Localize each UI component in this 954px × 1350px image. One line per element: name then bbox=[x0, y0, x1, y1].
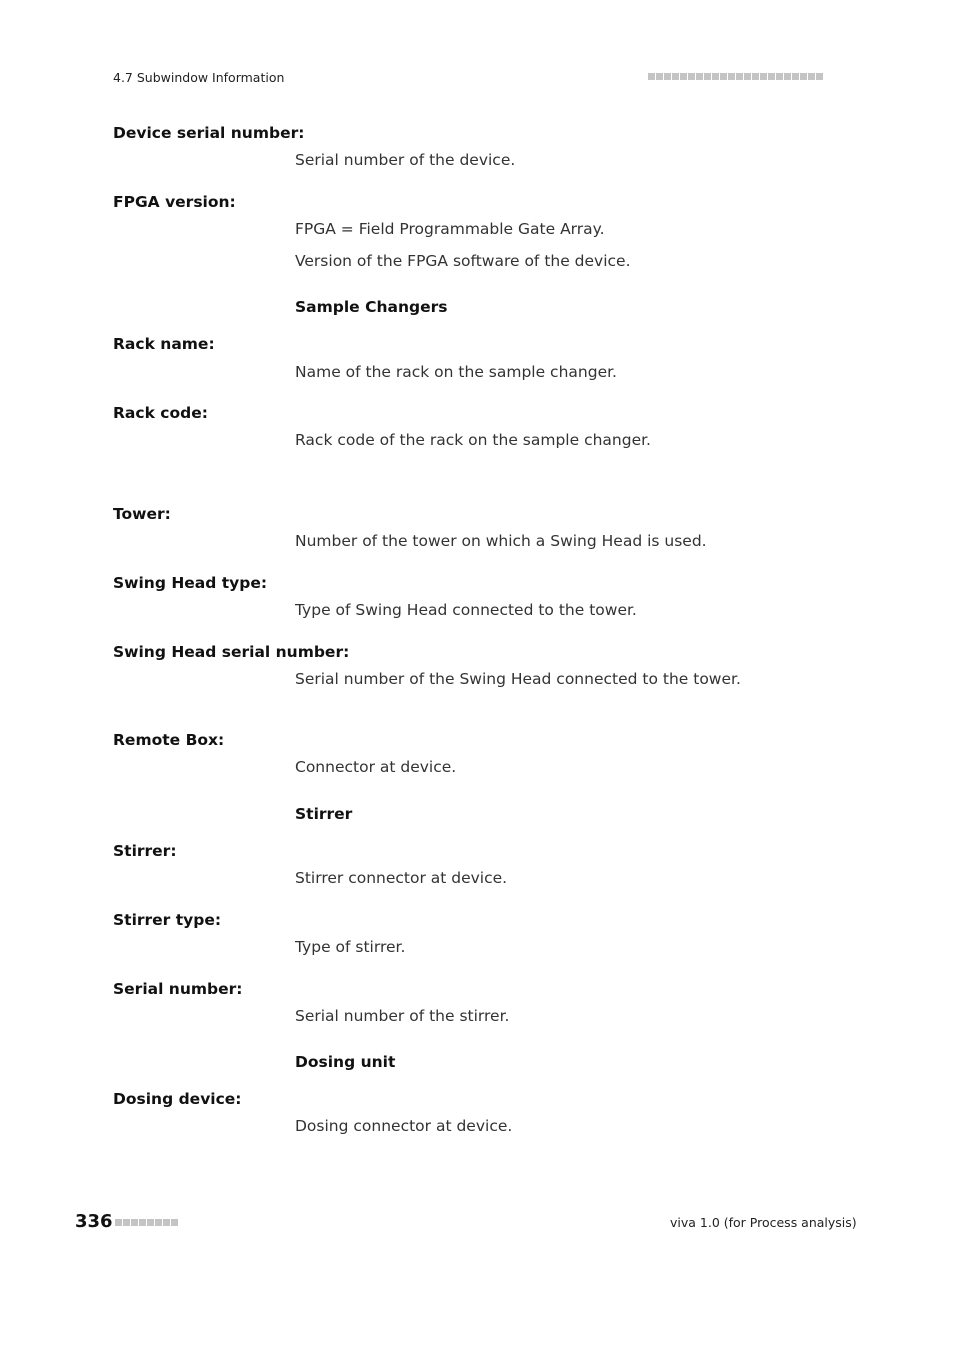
term-fpga-version: FPGA version: bbox=[113, 193, 236, 211]
desc-stirrer: Stirrer connector at device. bbox=[295, 869, 508, 887]
term-serial-number: Serial number: bbox=[113, 980, 243, 998]
desc-rack-code: Rack code of the rack on the sample changer. bbox=[295, 431, 651, 449]
term-tower: Tower: bbox=[113, 505, 171, 523]
running-header-section: 4.7 Subwindow Information bbox=[113, 70, 285, 85]
subheading-stirrer: Stirrer bbox=[295, 805, 353, 823]
term-rack-code: Rack code: bbox=[113, 404, 208, 422]
term-remote-box: Remote Box: bbox=[113, 731, 225, 749]
desc-dosing-device: Dosing connector at device. bbox=[295, 1117, 513, 1135]
term-swing-head-serial-number: Swing Head serial number: bbox=[113, 643, 350, 661]
desc-serial-number: Serial number of the stirrer. bbox=[295, 1007, 510, 1025]
term-stirrer: Stirrer: bbox=[113, 842, 177, 860]
desc-fpga-version: Version of the FPGA software of the device. bbox=[295, 252, 631, 270]
term-rack-name: Rack name: bbox=[113, 335, 215, 353]
desc-device-serial-number: Serial number of the device. bbox=[295, 151, 516, 169]
desc-rack-name: Name of the rack on the sample changer. bbox=[295, 363, 617, 381]
desc-swing-head-type: Type of Swing Head connected to the tower. bbox=[295, 601, 637, 619]
term-dosing-device: Dosing device: bbox=[113, 1090, 242, 1108]
desc-swing-head-serial-number: Serial number of the Swing Head connected to the tower. bbox=[295, 670, 741, 688]
header-decoration bbox=[648, 73, 823, 80]
footer-product: viva 1.0 (for Process analysis) bbox=[670, 1215, 857, 1230]
term-device-serial-number: Device serial number: bbox=[113, 124, 305, 142]
desc-fpga-definition: FPGA = Field Programmable Gate Array. bbox=[295, 220, 605, 238]
term-swing-head-type: Swing Head type: bbox=[113, 574, 268, 592]
term-stirrer-type: Stirrer type: bbox=[113, 911, 222, 929]
desc-stirrer-type: Type of stirrer. bbox=[295, 938, 406, 956]
desc-tower: Number of the tower on which a Swing Head is used. bbox=[295, 532, 707, 550]
page-number: 336 bbox=[75, 1211, 113, 1232]
subheading-sample-changers: Sample Changers bbox=[295, 298, 448, 316]
desc-remote-box: Connector at device. bbox=[295, 758, 457, 776]
subheading-dosing-unit: Dosing unit bbox=[295, 1053, 396, 1071]
footer-decoration bbox=[115, 1219, 178, 1226]
